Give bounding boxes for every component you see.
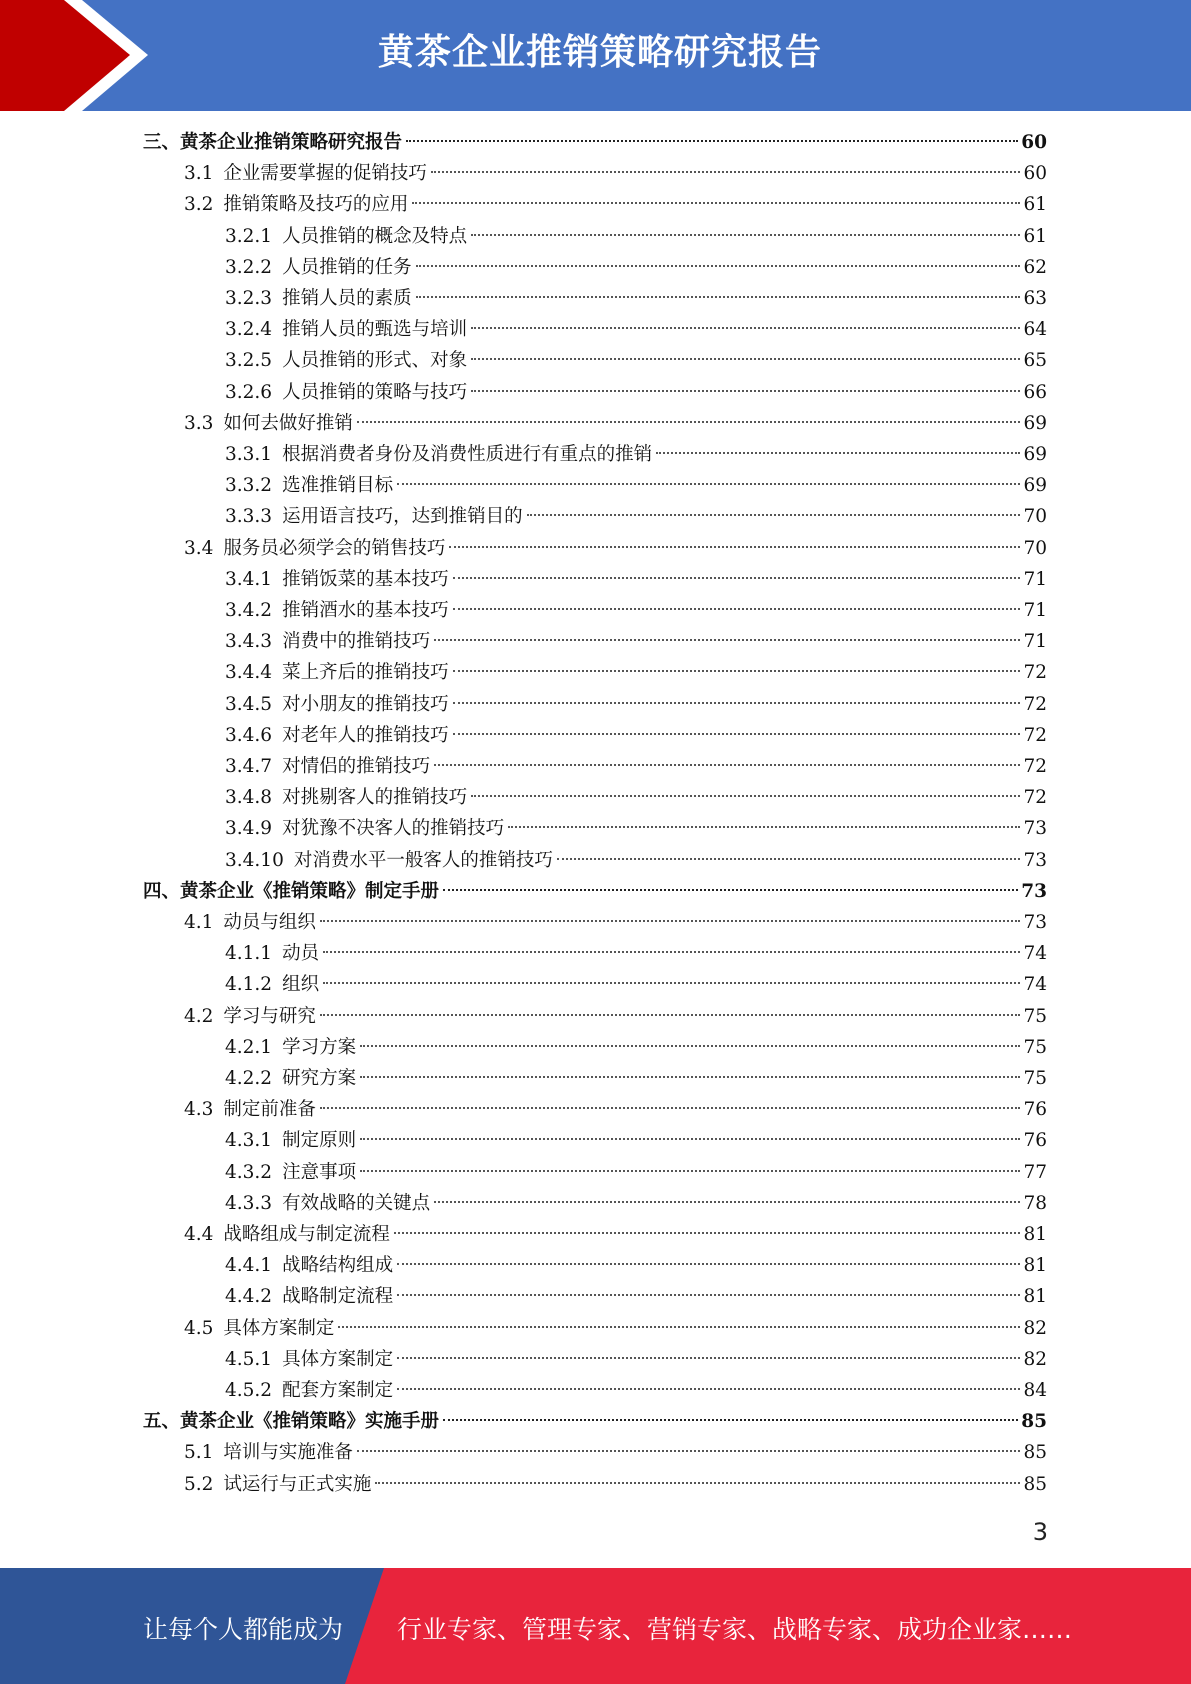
toc-entry-title: 服务员必须学会的销售技巧	[223, 537, 446, 559]
toc-dot-leader	[453, 733, 1021, 735]
toc-dot-leader	[323, 982, 1020, 984]
toc-dot-leader	[471, 390, 1020, 392]
toc-entry-number: 4.5.1	[225, 1348, 273, 1370]
toc-dot-leader	[397, 483, 1020, 485]
toc-entry[interactable]	[225, 751, 1047, 782]
toc-dot-leader	[320, 920, 1021, 922]
toc-entry-number: 4.2.1	[225, 1036, 273, 1058]
toc-entry-number: 3.4	[184, 537, 214, 559]
toc-entry[interactable]	[184, 158, 1047, 189]
toc-dot-leader	[397, 1263, 1020, 1265]
toc-entry-page: 69	[1023, 475, 1047, 497]
toc-entry-page: 82	[1023, 1317, 1047, 1339]
toc-entry-number: 4.2	[184, 1005, 214, 1027]
toc-dot-leader	[360, 1138, 1020, 1140]
toc-entry-page: 60	[1021, 132, 1047, 153]
toc-entry[interactable]	[225, 470, 1047, 501]
toc-entry-page: 81	[1023, 1286, 1047, 1308]
toc-entry-title: 菜上齐后的推销技巧	[282, 662, 449, 684]
toc-entry-title: 运用语言技巧，达到推销目的	[282, 506, 523, 528]
toc-entry-title: 消费中的推销技巧	[282, 631, 431, 653]
toc-dot-leader	[360, 1076, 1020, 1078]
toc-entry-title: 推销酒水的基本技巧	[282, 600, 449, 621]
toc-dot-leader	[397, 1294, 1020, 1296]
toc-entry[interactable]	[184, 189, 1047, 220]
toc-entry-number: 4.1.2	[225, 974, 273, 996]
toc-entry-number: 3.4.8	[225, 787, 273, 809]
toc-entry-page: 63	[1023, 288, 1047, 309]
toc-entry-number: 4.1	[184, 912, 214, 933]
toc-entry-title: 人员推销的任务	[282, 256, 412, 278]
toc-entry-title: 学习与研究	[223, 1005, 316, 1027]
toc-entry[interactable]	[184, 1437, 1047, 1468]
toc-entry-title: 制定原则	[282, 1130, 357, 1152]
toc-entry-page: 72	[1023, 787, 1047, 809]
toc-entry-page: 84	[1023, 1380, 1047, 1401]
toc-entry-number: 3.4.6	[225, 724, 273, 746]
toc-entry-page: 73	[1021, 880, 1047, 902]
toc-entry-title: 黄茶企业《推销策略》制定手册	[180, 880, 440, 902]
toc-entry-number: 3.2.1	[225, 225, 273, 247]
toc-entry-page: 77	[1023, 1161, 1047, 1183]
toc-entry-number: 3.1	[184, 163, 214, 185]
toc-entry-title: 对老年人的推销技巧	[282, 724, 449, 746]
toc-dot-leader	[453, 577, 1021, 579]
toc-entry-number: 3.2.5	[225, 350, 273, 372]
toc-entry-number: 4.4.2	[225, 1286, 273, 1308]
toc-entry-page: 62	[1023, 256, 1047, 278]
toc-entry-page: 66	[1023, 381, 1047, 403]
toc-entry-page: 74	[1023, 974, 1047, 996]
toc-entry[interactable]	[184, 533, 1047, 564]
toc-entry-page: 73	[1023, 818, 1047, 840]
toc-entry-title: 配套方案制定	[282, 1380, 394, 1401]
toc-dot-leader	[449, 546, 1020, 548]
toc-entry[interactable]	[143, 127, 1047, 158]
toc-entry-title: 动员与组织	[223, 912, 316, 933]
toc-entry-number: 3.2.6	[225, 381, 273, 403]
toc-entry-number: 3.4.1	[225, 568, 273, 590]
toc-entry-number: 3.3.3	[225, 506, 273, 528]
toc-entry-page: 65	[1023, 350, 1047, 372]
footer-banner	[0, 1568, 1191, 1684]
toc-entry-page: 60	[1023, 163, 1047, 185]
toc-dot-leader	[471, 327, 1020, 329]
toc-entry-number: 4.3.3	[225, 1192, 273, 1214]
toc-entry-title: 组织	[282, 974, 320, 996]
toc-entry[interactable]	[225, 720, 1047, 751]
toc-entry-title: 战略组成与制定流程	[223, 1224, 390, 1245]
toc-entry-title: 对小朋友的推销技巧	[282, 693, 449, 715]
toc-entry-title: 对犹豫不决客人的推销技巧	[282, 818, 505, 840]
toc-entry[interactable]	[225, 845, 1047, 876]
toc-entry-title: 战略制定流程	[282, 1286, 394, 1308]
toc-entry-title: 注意事项	[282, 1161, 357, 1183]
toc-entry-title: 人员推销的概念及特点	[282, 225, 468, 247]
toc-entry[interactable]	[225, 1157, 1047, 1188]
toc-entry-page: 73	[1023, 849, 1047, 871]
toc-entry-page: 75	[1023, 1068, 1047, 1089]
toc-entry-title: 推销人员的甄选与培训	[282, 319, 468, 341]
toc-entry[interactable]	[225, 969, 1047, 1000]
toc-entry-number: 3.4.4	[225, 662, 273, 684]
toc-entry[interactable]	[225, 657, 1047, 688]
page-number: 3	[1032, 1518, 1048, 1546]
toc-entry-page: 75	[1023, 1036, 1047, 1058]
toc-entry-number: 5.2	[184, 1473, 214, 1495]
toc-entry-number: 五、	[143, 1411, 181, 1433]
toc-dot-leader	[453, 702, 1021, 704]
toc-dot-leader	[527, 514, 1021, 516]
toc-entry-title: 具体方案制定	[282, 1348, 394, 1370]
toc-entry[interactable]	[225, 595, 1047, 626]
toc-entry-number: 4.5	[184, 1317, 214, 1339]
toc-entry[interactable]	[225, 221, 1047, 252]
toc-entry-title: 人员推销的形式、对象	[282, 350, 468, 372]
toc-entry-number: 4.2.2	[225, 1068, 273, 1089]
toc-entry-page: 75	[1023, 1005, 1047, 1027]
toc-dot-leader	[412, 202, 1020, 204]
toc-dot-leader	[453, 608, 1021, 610]
toc-entry-number: 3.2.3	[225, 288, 273, 309]
toc-entry-title: 人员推销的策略与技巧	[282, 381, 468, 403]
toc-dot-leader	[434, 1201, 1020, 1203]
toc-entry-title: 推销人员的素质	[282, 288, 412, 309]
toc-entry[interactable]	[184, 1001, 1047, 1032]
toc-entry-page: 70	[1023, 537, 1047, 559]
toc-entry-page: 78	[1023, 1192, 1047, 1214]
toc-dot-leader	[394, 1232, 1021, 1234]
toc-entry-title: 选准推销目标	[282, 475, 394, 497]
toc-entry-page: 71	[1023, 631, 1047, 653]
toc-entry-number: 4.5.2	[225, 1380, 273, 1401]
toc-dot-leader	[416, 265, 1021, 267]
document-title: 黄茶企业推销策略研究报告	[377, 32, 822, 73]
toc-entry-page: 72	[1023, 693, 1047, 715]
toc-entry[interactable]	[225, 1281, 1047, 1312]
toc-entry[interactable]	[184, 1094, 1047, 1125]
toc-entry-number: 4.3.1	[225, 1130, 273, 1152]
toc-entry[interactable]	[184, 907, 1047, 938]
toc-entry[interactable]	[225, 1250, 1047, 1281]
toc-entry[interactable]	[143, 876, 1047, 907]
toc-entry-number: 3.4.7	[225, 756, 273, 777]
toc-dot-leader	[416, 296, 1021, 298]
toc-entry[interactable]	[184, 1219, 1047, 1250]
toc-entry-title: 黄茶企业《推销策略》实施手册	[180, 1411, 440, 1433]
toc-entry-number: 3.2.2	[225, 256, 273, 278]
toc-dot-leader	[453, 670, 1021, 672]
toc-entry-number: 3.4.2	[225, 600, 273, 621]
toc-entry-page: 69	[1023, 412, 1047, 434]
toc-entry-title: 战略结构组成	[282, 1255, 394, 1277]
toc-entry[interactable]	[184, 1469, 1047, 1500]
toc-entry[interactable]	[184, 1313, 1047, 1344]
toc-entry-number: 3.2.4	[225, 319, 273, 341]
toc-dot-leader	[471, 234, 1020, 236]
toc-entry-page: 72	[1023, 756, 1047, 777]
toc-dot-leader	[397, 1388, 1020, 1390]
toc-dot-leader	[508, 826, 1020, 828]
toc-dot-leader	[375, 1482, 1020, 1484]
toc-entry-number: 3.3	[184, 412, 214, 434]
toc-entry-page: 61	[1023, 225, 1047, 247]
toc-entry-page: 64	[1023, 319, 1047, 341]
toc-dot-leader	[434, 639, 1020, 641]
toc-entry-page: 76	[1023, 1099, 1047, 1121]
toc-entry[interactable]	[225, 377, 1047, 408]
toc-entry-title: 黄茶企业推销策略研究报告	[180, 132, 403, 153]
toc-entry-number: 5.1	[184, 1442, 214, 1464]
header-banner	[0, 0, 1191, 111]
toc-dot-leader	[471, 358, 1020, 360]
toc-entry[interactable]	[184, 408, 1047, 439]
toc-entry-number: 4.4	[184, 1224, 214, 1245]
toc-entry-title: 研究方案	[282, 1068, 357, 1089]
toc-entry-page: 85	[1023, 1473, 1047, 1495]
toc-entry[interactable]	[225, 252, 1047, 283]
toc-entry[interactable]	[225, 314, 1047, 345]
toc-entry[interactable]	[225, 689, 1047, 720]
toc-entry-number: 4.3.2	[225, 1161, 273, 1183]
toc-dot-leader	[431, 171, 1021, 173]
toc-dot-leader	[357, 421, 1021, 423]
toc-entry[interactable]	[225, 813, 1047, 844]
toc-entry-title: 如何去做好推销	[223, 412, 353, 434]
toc-dot-leader	[397, 1357, 1020, 1359]
toc-entry-number: 三、	[143, 132, 181, 153]
toc-entry-page: 85	[1021, 1411, 1047, 1433]
toc-entry[interactable]	[225, 283, 1047, 314]
footer-slogan-right: 行业专家、管理专家、营销专家、战略专家、成功企业家……	[397, 1615, 1073, 1644]
toc-entry-title: 推销饭菜的基本技巧	[282, 568, 449, 590]
toc-entry-title: 试运行与正式实施	[223, 1473, 372, 1495]
toc-entry-title: 对情侣的推销技巧	[282, 756, 431, 777]
toc-entry-title: 制定前准备	[223, 1099, 316, 1121]
toc-entry-number: 4.4.1	[225, 1255, 273, 1277]
toc-entry-number: 4.1.1	[225, 943, 273, 965]
toc-entry-number: 3.2	[184, 194, 214, 216]
toc-entry-page: 72	[1023, 662, 1047, 684]
toc-dot-leader	[406, 140, 1018, 142]
toc-entry-title: 学习方案	[282, 1036, 357, 1058]
toc-entry[interactable]	[225, 1188, 1047, 1219]
toc-dot-leader	[443, 1419, 1018, 1421]
toc-dot-leader	[557, 858, 1021, 860]
toc-entry-page: 76	[1023, 1130, 1047, 1152]
toc-entry[interactable]	[225, 1032, 1047, 1063]
toc-entry-title: 具体方案制定	[223, 1317, 335, 1339]
footer-slogan-left: 让每个人都能成为	[143, 1615, 344, 1644]
toc-entry-title: 有效战略的关键点	[282, 1192, 431, 1214]
toc-entry-page: 85	[1023, 1442, 1047, 1464]
toc-entry[interactable]	[225, 501, 1047, 532]
toc-entry-page: 82	[1023, 1348, 1047, 1370]
toc-entry-number: 四、	[143, 880, 181, 902]
toc-entry[interactable]	[225, 626, 1047, 657]
toc-dot-leader	[338, 1326, 1020, 1328]
toc-entry-page: 72	[1023, 724, 1047, 746]
toc-entry-number: 3.4.9	[225, 818, 273, 840]
toc-entry-page: 70	[1023, 506, 1047, 528]
toc-entry-number: 3.3.1	[225, 444, 273, 465]
toc-entry-page: 71	[1023, 568, 1047, 590]
toc-entry[interactable]	[225, 1063, 1047, 1094]
toc-dot-leader	[443, 889, 1018, 891]
toc-dot-leader	[320, 1014, 1021, 1016]
toc-entry-page: 69	[1023, 444, 1047, 465]
toc-entry-number: 4.3	[184, 1099, 214, 1121]
toc-dot-leader	[320, 1107, 1021, 1109]
toc-entry-number: 3.4.3	[225, 631, 273, 653]
toc-entry-title: 对挑剔客人的推销技巧	[282, 787, 468, 809]
toc-entry-title: 动员	[282, 943, 320, 965]
toc-dot-leader	[357, 1450, 1021, 1452]
toc-dot-leader	[360, 1170, 1020, 1172]
toc-dot-leader	[471, 795, 1020, 797]
toc-entry[interactable]	[225, 1125, 1047, 1156]
toc-entry[interactable]	[225, 1344, 1047, 1375]
toc-entry[interactable]	[225, 938, 1047, 969]
toc-dot-leader	[656, 452, 1020, 454]
toc-entry-title: 企业需要掌握的促销技巧	[223, 163, 427, 185]
toc-entry-number: 3.4.10	[225, 849, 284, 871]
toc-entry[interactable]	[225, 1375, 1047, 1406]
toc-entry-number: 3.3.2	[225, 475, 273, 497]
toc-dot-leader	[323, 951, 1020, 953]
toc-entry-page: 81	[1023, 1224, 1047, 1245]
toc-entry-page: 81	[1023, 1255, 1047, 1277]
toc-entry-title: 推销策略及技巧的应用	[223, 194, 409, 216]
toc-entry-title: 对消费水平一般客人的推销技巧	[293, 849, 553, 871]
toc-entry-title: 根据消费者身份及消费性质进行有重点的推销	[282, 444, 653, 465]
toc-entry-page: 71	[1023, 600, 1047, 621]
toc-entry[interactable]	[225, 564, 1047, 595]
toc-entry[interactable]	[143, 1406, 1047, 1437]
toc-entry-page: 61	[1023, 194, 1047, 216]
toc-entry[interactable]	[225, 782, 1047, 813]
toc-dot-leader	[434, 764, 1020, 766]
toc-entry-page: 73	[1023, 912, 1047, 933]
toc-entry-number: 3.4.5	[225, 693, 273, 715]
toc-entry-title: 培训与实施准备	[223, 1442, 353, 1464]
toc-entry[interactable]	[225, 345, 1047, 376]
toc-dot-leader	[360, 1045, 1020, 1047]
toc-entry[interactable]	[225, 439, 1047, 470]
toc-entry-page: 74	[1023, 943, 1047, 965]
